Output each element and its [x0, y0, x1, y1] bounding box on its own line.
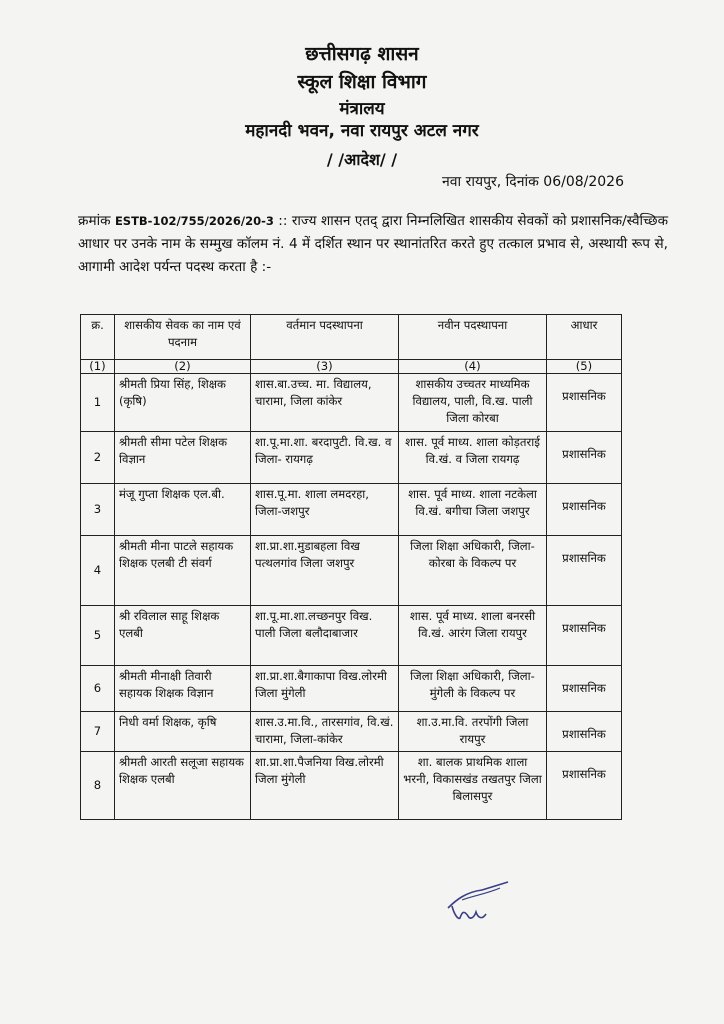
table-index-row	[81, 360, 622, 374]
cell-name: श्रीमती सीमा पटेल शिक्षक विज्ञान	[115, 432, 251, 484]
cell-basis: प्रशासनिक	[547, 484, 622, 536]
cell-new-posting: शासकीय उच्चतर माध्यमिक विद्यालय, पाली, वि.ख. पाली जिला कोरबा	[399, 374, 547, 432]
cell-name: श्रीमती प्रिया सिंह, शिक्षक (कृषि)	[115, 374, 251, 432]
index-1: (1)	[81, 360, 115, 374]
cell-basis: प्रशासनिक	[547, 666, 622, 712]
cell-sno: 3	[81, 484, 115, 536]
index-3: (3)	[251, 360, 399, 374]
cell-sno: 6	[81, 666, 115, 712]
cell-current-posting: शा.प्रा.शा.मुडाबहला विख पत्थलगांव जिला जशपुर	[251, 536, 399, 606]
cell-new-posting: शा.उ.मा.वि. तरपोंगी जिला रायपुर	[399, 712, 547, 752]
table-row	[81, 484, 622, 536]
cell-basis: प्रशासनिक	[547, 712, 622, 752]
header-sno: क्र.	[81, 315, 115, 360]
cell-new-posting: जिला शिक्षा अधिकारी, जिला-कोरबा के विकल्प पर	[399, 536, 547, 606]
header-name: शासकीय सेवक का नाम एवं पदनाम	[115, 315, 251, 360]
cell-sno: 4	[81, 536, 115, 606]
table-row	[81, 666, 622, 712]
header-government: छत्तीसगढ़ शासन	[305, 43, 419, 65]
table-row	[81, 712, 622, 752]
cell-sno: 5	[81, 606, 115, 666]
order-title: / /आदेश/ /	[326, 150, 398, 169]
cell-name: निधी वर्मा शिक्षक, कृषि	[115, 712, 251, 752]
cell-new-posting: शास. पूर्व माध्य. शाला बनरसी वि.खं. आरंग जिला रायपुर	[399, 606, 547, 666]
index-2: (2)	[115, 360, 251, 374]
header-address: महानदी भवन, नवा रायपुर अटल नगर	[245, 121, 479, 141]
table-row	[81, 606, 622, 666]
cell-current-posting: शा.पू.मा.शा.लच्छनपुर विख. पाली जिला बलौदाबाजार	[251, 606, 399, 666]
table-header-row	[81, 315, 622, 360]
cell-new-posting: शास. पूर्व माध्य. शाला नटकेला वि.खं. बगीचा जिला जशपुर	[399, 484, 547, 536]
order-text: :: राज्य शासन एतद् द्वारा निम्नलिखित शासकीय सेवकों को प्रशासनिक/स्वैच्छिक आधार पर उनके नाम के सम्मुख कॉलम नं. 4 में दर्शित स्थान पर स्थानांतरित करते हुए तत्काल प्रभाव से, अस्थायी रूप से, आगामी आदेश पर्यन्त पदस्थ करता है :-	[78, 213, 669, 275]
cell-name: श्रीमती मीनाक्षी तिवारी सहायक शिक्षक विज्ञान	[115, 666, 251, 712]
header-basis: आधार	[547, 315, 622, 360]
cell-basis: प्रशासनिक	[547, 374, 622, 432]
cell-basis: प्रशासनिक	[547, 752, 622, 820]
cell-current-posting: शा.पू.मा.शा. बरदापुटी. वि.ख. व जिला- रायगढ़	[251, 432, 399, 484]
order-number: ESTB-102/755/2026/20-3	[114, 214, 274, 228]
cell-current-posting: शास.बा.उच्च. मा. विद्यालय, चारामा, जिला कांकेर	[251, 374, 399, 432]
table-row	[81, 432, 622, 484]
cell-name: श्री रविलाल साहू शिक्षक एलबी	[115, 606, 251, 666]
index-5: (5)	[547, 360, 622, 374]
order-paragraph	[78, 210, 668, 279]
table-row	[81, 752, 622, 820]
cell-basis: प्रशासनिक	[547, 536, 622, 606]
cell-sno: 2	[81, 432, 115, 484]
index-4: (4)	[399, 360, 547, 374]
cell-basis: प्रशासनिक	[547, 606, 622, 666]
cell-name: श्रीमती मीना पाटले सहायक शिक्षक एलबी टी संवर्ग	[115, 536, 251, 606]
table-row	[81, 374, 622, 432]
cell-current-posting: शा.प्रा.शा.पैजनिया विख.लोरमी जिला मुंगेली	[251, 752, 399, 820]
header-current-posting: वर्तमान पदस्थापना	[251, 315, 399, 360]
cell-name: मंजू गुप्ता शिक्षक एल.बी.	[115, 484, 251, 536]
header-new-posting: नवीन पदस्थापना	[399, 315, 547, 360]
cell-new-posting: शास. पूर्व माध्य. शाला कोड़तराई वि.खं. व जिला रायगढ़	[399, 432, 547, 484]
header-department: स्कूल शिक्षा विभाग	[297, 71, 427, 93]
cell-new-posting: जिला शिक्षा अधिकारी, जिला-मुंगेली के विकल्प पर	[399, 666, 547, 712]
signature-icon	[442, 878, 512, 928]
transfer-table	[80, 314, 622, 820]
cell-sno: 7	[81, 712, 115, 752]
cell-current-posting: शास.पू.मा. शाला लमदरहा, जिला-जशपुर	[251, 484, 399, 536]
table-row	[81, 536, 622, 606]
cell-sno: 8	[81, 752, 115, 820]
cell-new-posting: शा. बालक प्राथमिक शाला भरनी, विकासखंड तखतपुर जिला बिलासपुर	[399, 752, 547, 820]
kramank-label: क्रमांक	[78, 213, 111, 229]
cell-name: श्रीमती आरती सलूजा सहायक शिक्षक एलबी	[115, 752, 251, 820]
header-ministry: मंत्रालय	[339, 99, 385, 119]
cell-current-posting: शा.प्रा.शा.बैगाकापा विख.लोरमी जिला मुंगेली	[251, 666, 399, 712]
cell-basis: प्रशासनिक	[547, 432, 622, 484]
cell-current-posting: शास.उ.मा.वि., तारसगांव, वि.खं. चारामा, जिला-कांकेर	[251, 712, 399, 752]
date-line: नवा रायपुर, दिनांक 06/08/2026	[441, 174, 624, 190]
cell-sno: 1	[81, 374, 115, 432]
